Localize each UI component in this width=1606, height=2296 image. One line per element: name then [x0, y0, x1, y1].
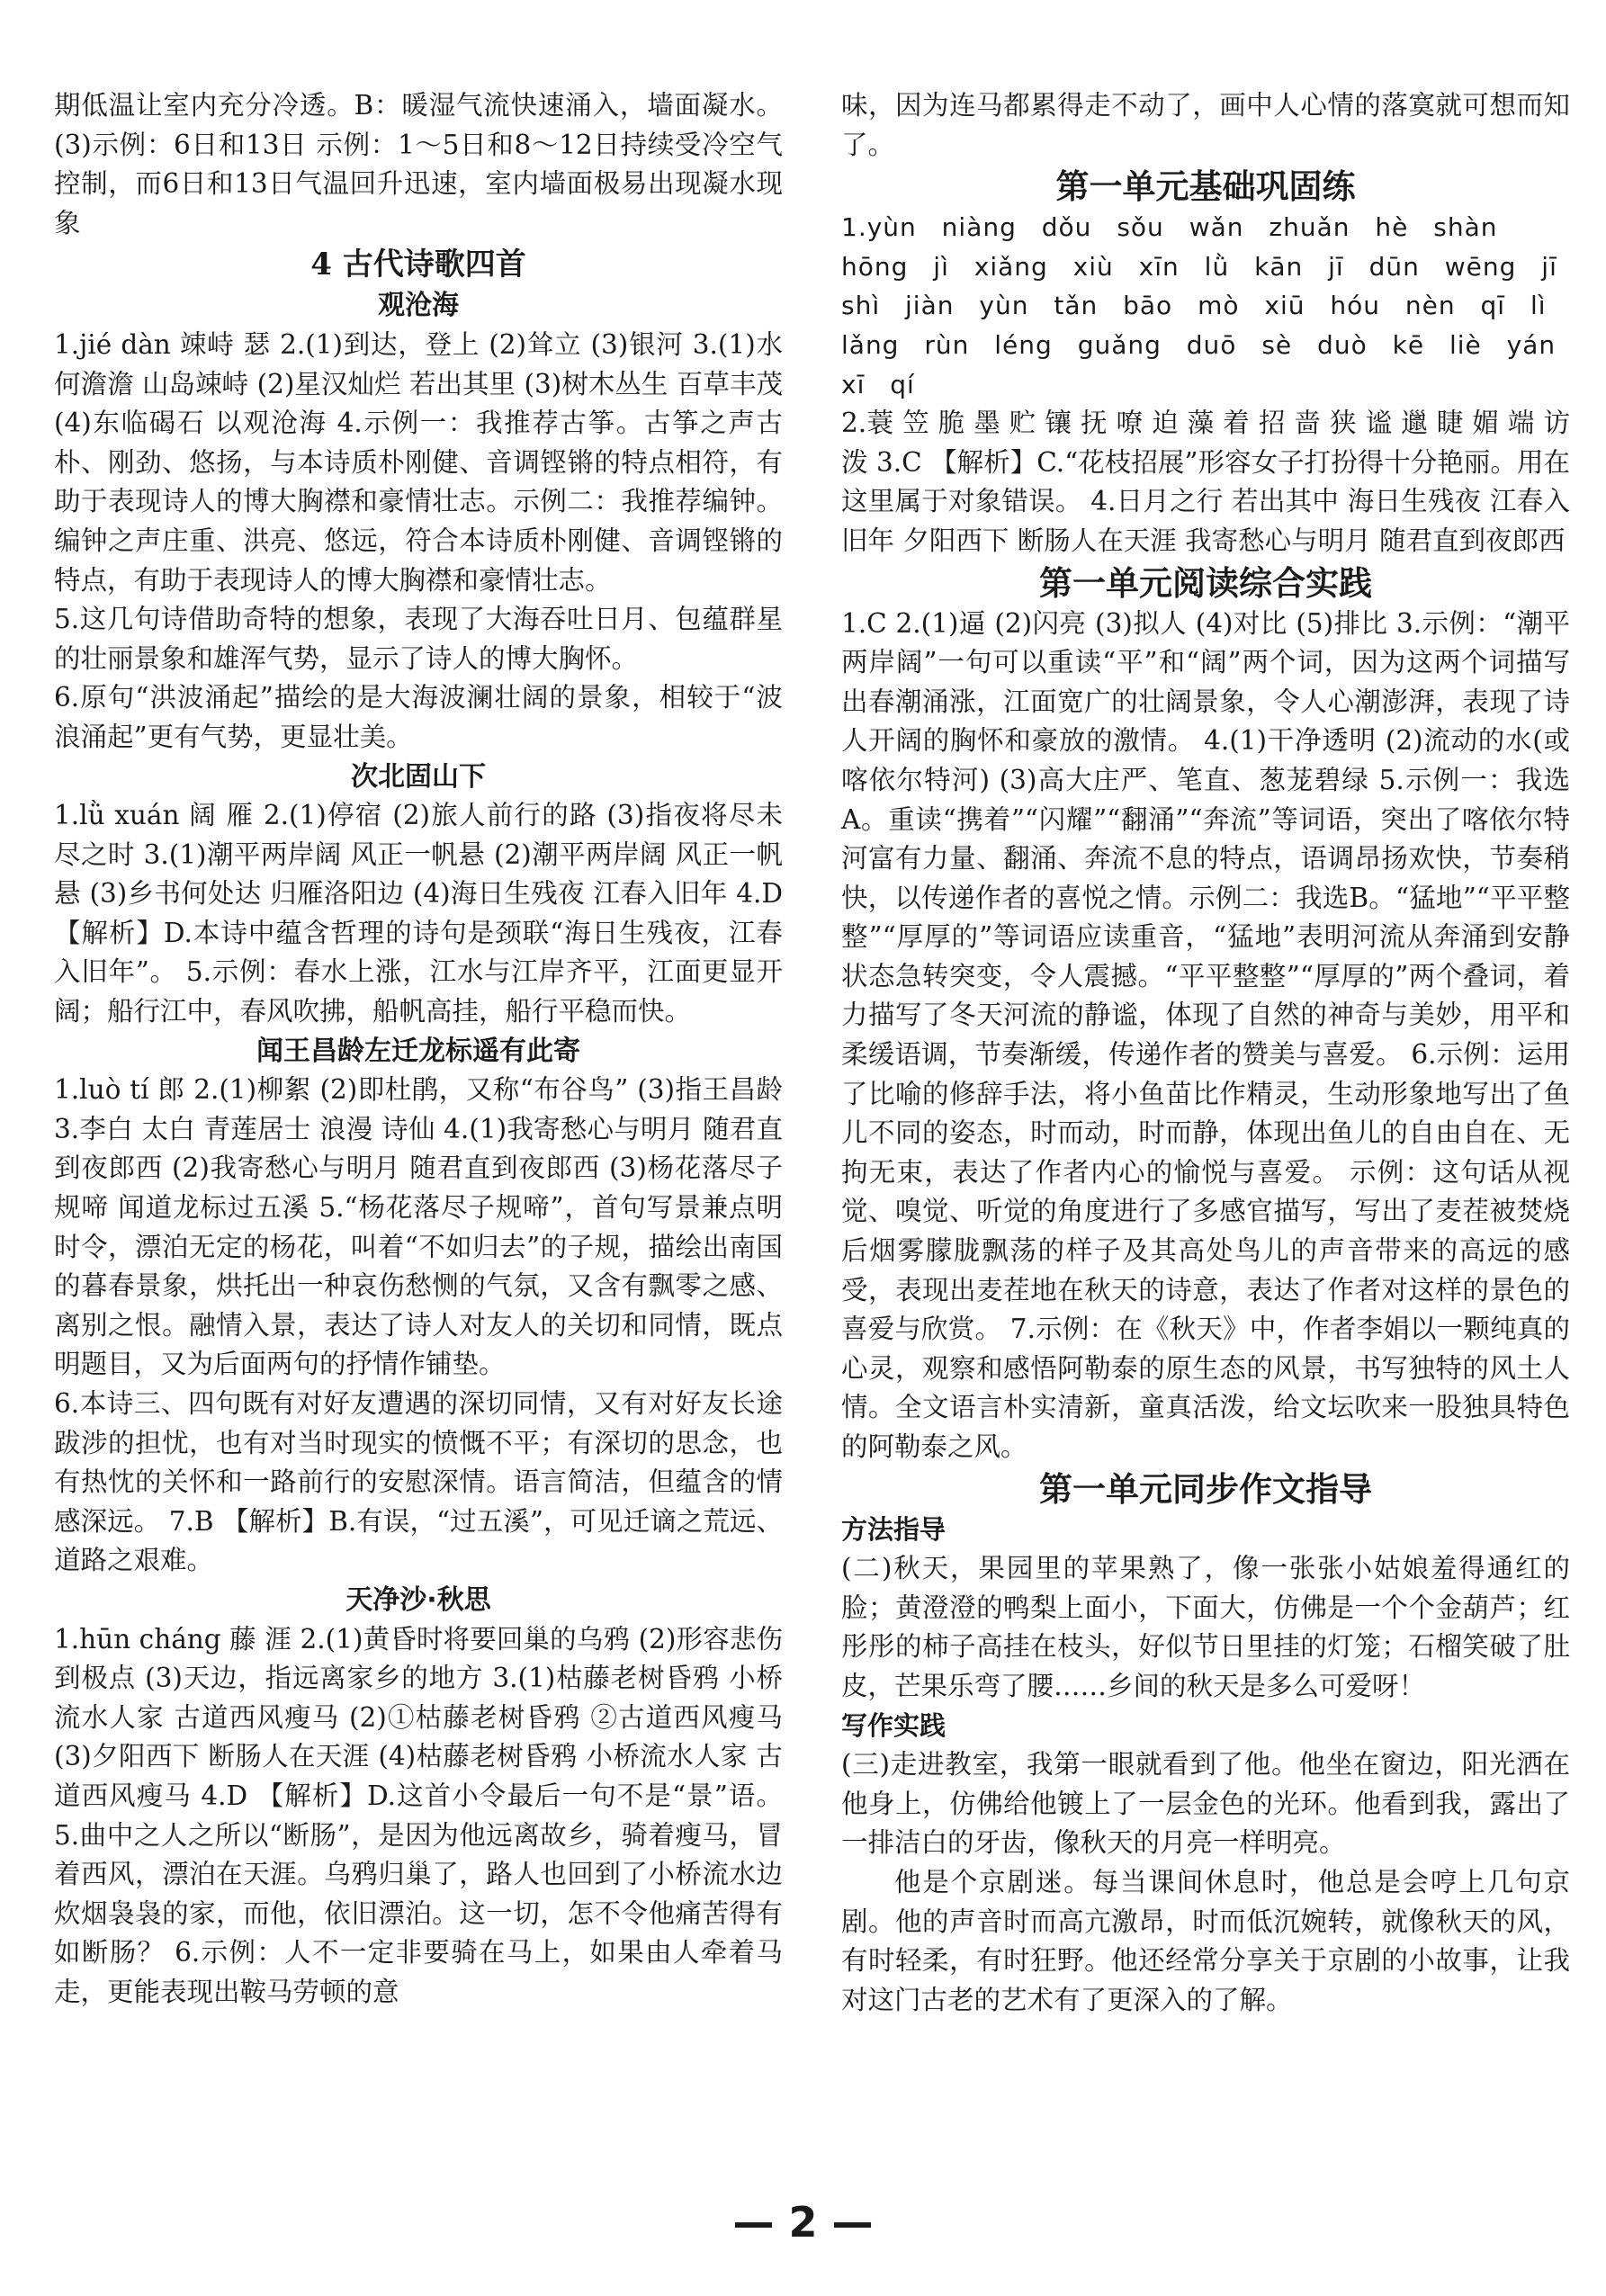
poem-title: 天净沙·秋思 [345, 1583, 491, 1616]
paragraph: 1.jié dàn 竦峙 瑟 2.(1)到达，登上 (2)耸立 (3)银河 3.(1)水何澹澹 山岛竦峙 (2)星汉灿烂 若出其里 (3)树木丛生 百草丰茂 (4)东临碣石 以观沧海 4.示例一：我推荐古筝。古筝之声古朴、刚劲、悠扬，与本诗质朴刚健、音调铿锵的特点相符，有助于表现诗人的博大胸襟和豪情壮志。示例二：我推荐编钟。编钟之声庄重、洪亮、悠远，符合本诗质朴刚健、音调铿锵的特点，有助于表现诗人的博大胸襟和豪情壮志。 [54, 328, 783, 596]
unit-title: 第一单元同步作文指导 [1039, 1468, 1372, 1509]
right-column [841, 86, 1570, 2020]
unit-title: 第一单元阅读综合实践 [1039, 562, 1372, 603]
paragraph: 1.C 2.(1)逼 (2)闪亮 (3)拟人 (4)对比 (5)排比 3.示例：“潮平两岸阔”一句可以重读“平”和“阔”两个词，因为这两个词描写出春潮涌涨，江面宽广的壮阔景象，令人心潮澎湃，表现了诗人开阔的胸怀和豪放的激情。 4.(1)干净透明 (2)流动的水(或喀依尔特河) (3)高大庄严、笔直、葱茏碧绿 5.示例一：我选A。重读“携着”“闪耀”“翻涌”“奔流”等词语，突出了喀依尔特河富有力量、翻涌、奔流不息的特点，语调昂扬欢快，节奏稍快，以传递作者的喜悦之情。示例二：我选B。“猛地”“平平整整”“厚厚的”等词语应读重音，“猛地”表明河流从奔涌到安静状态急转突变，令人震撼。“平平整整”“厚厚的”两个叠词，着力描写了冬天河流的静谧，体现了自然的神奇与美妙，用平和柔缓语调，节奏渐缓，传递作者的赞美与喜爱。 6.示例：运用了比喻的修辞手法，将小鱼苗比作精灵，生动形象地写出了鱼儿不同的姿态，时而动，时而静，体现出鱼儿的自由自在、无拘无束，表达了作者内心的愉悦与喜爱。 示例：这句话从视觉、嗅觉、听觉的角度进行了多感官描写，写出了麦茬被焚烧后烟雾朦胧飘荡的样子及其高处鸟儿的声音带来的高远的感受，表现出麦茬地在秋天的诗意，表达了作者对这样的景色的喜爱与欣赏。 7.示例：在《秋天》中，作者李娟以一颗纯真的心灵，观察和感悟阿勒泰的原生态的风景，书写独特的风土人情。全文语言朴实清新，童真活泼，给文坛吹来一股独具特色的阿勒泰之风。 [841, 607, 1570, 1462]
paragraph: 1.lǜ xuán 阔 雁 2.(1)停宿 (2)旅人前行的路 (3)指夜将尽未尽之时 3.(1)潮平两岸阔 风正一帆悬 (2)潮平两岸阔 风正一帆悬 (3)乡书何处达 归雁洛阳边 (4)海日生残夜 江春入旧年 4.D 【解析】D.本诗中蕴含哲理的诗句是颈联“海日生残夜，江春入旧年”。 5.示例：春水上涨，江水与江岸齐平，江面更显开阔；船行江中，春风吹拂，船帆高挂，船行平稳而快。 [54, 800, 783, 1027]
paragraph: 1.luò tí 郎 2.(1)柳絮 (2)即杜鹃，又称“布谷鸟” (3)指王昌龄 3.李白 太白 青莲居士 浪漫 诗仙 4.(1)我寄愁心与明月 随君直到夜郎西 (2)我寄愁心与明月 随君直到夜郎西 (3)杨花落尽子规啼 闻道龙标过五溪 5.“杨花落尽子规啼”，首句写景兼点明时令，漂泊无定的杨花，叫着“不如归去”的子规，描绘出南国的暮春景象，烘托出一种哀伤愁恻的气氛，又含有飘零之感、离别之恨。融情入景，表达了诗人对友人的关切和同情，既点明题目，又为后面两句的抒情作铺垫。 [54, 1074, 783, 1380]
paragraph: 2.蓑 笠 脆 墨 贮 镶 抚 嘹 迫 藻 着 招 啬 狭 谧 邋 睫 媚 端 访 泼 3.C 【解析】C.“花枝招展”形容女子打扮得十分艳丽。用在这里属于对象错误。 4.日月之行 若出其中 海日生残夜 江春入旧年 夕阳西下 断肠人在天涯 我寄愁心与明月 随君直到夜郎西 [841, 408, 1570, 556]
section-heading: 方法指导 [841, 1513, 947, 1545]
section-heading: 写作实践 [841, 1709, 947, 1741]
paragraph: 6.本诗三、四句既有对好友遭遇的深切同情，又有对好友长途跋涉的担忧，也有对当时现实的愤慨不平；有深切的思念，也有热忱的关怀和一路前行的安慰深情。语言简洁，但蕴含的情感深远。 7.B 【解析】B.有误，“过五溪”，可见迁谪之荒远、道路之艰难。 [54, 1388, 783, 1576]
poem-title: 次北固山下 [351, 760, 486, 793]
pinyin-answers: 1.yùn niàng dǒu sǒu wǎn zhuǎn hè shàn hōng jì xiǎng xiù xīn lǜ kān jī dūn wēng jī shì jiàn yùn tǎn bāo mò xiū hóu nèn qī lì lǎng rùn léng guǎng duō sè duò kē liè yán xī qí [841, 212, 1557, 399]
paragraph: 期低温让室内充分冷透。B：暖湿气流快速涌入，墙面凝水。 (3)示例：6日和13日 示例：1～5日和8～12日持续受冷空气控制，而6日和13日气温回升迅速，室内墙面极易出现凝水现象 [54, 90, 783, 238]
unit-title: 第一单元基础巩固练 [1055, 166, 1356, 207]
page-number: — 2 — [732, 2198, 874, 2247]
lesson-title: 4 古代诗歌四首 [310, 247, 526, 283]
poem-title: 闻王昌龄左迁龙标遥有此寄 [256, 1035, 580, 1067]
paragraph: 1.hūn cháng 藤 涯 2.(1)黄昏时将要回巢的乌鸦 (2)形容悲伤到极点 (3)天边，指远离家乡的地方 3.(1)枯藤老树昏鸦 小桥流水人家 古道西风瘦马 (2)①枯藤老树昏鸦 ②古道西风瘦马 (3)夕阳西下 断肠人在天涯 (4)枯藤老树昏鸦 小桥流水人家 古道西风瘦马 4.D 【解析】D.这首小令最后一句不是“景”语。 5.曲中之人之所以“断肠”，是因为他远离故乡，骑着瘦马，冒着西风，漂泊在天涯。乌鸦归巢了，路人也回到了小桥流水边炊烟袅袅的家，而他，依旧漂泊。这一切，怎不令他痛苦得有如断肠？ 6.示例：人不一定非要骑在马上，如果由人牵着马走，更能表现出鞍马劳顿的意 [54, 1623, 783, 2007]
paragraph: 5.这几句诗借助奇特的想象，表现了大海吞吐日月、包蕴群星的壮丽景象和雄浑气势，显示了诗人的博大胸怀。 [54, 604, 783, 674]
indented-paragraph: 他是个京剧迷。每当课间休息时，他总是会哼上几句京剧。他的声音时而高亢激昂，时而低沉婉转，就像秋天的风，有时轻柔，有时狂野。他还经常分享关于京剧的小故事，让我对这门古老的艺术有了更深入的了解。 [841, 1866, 1570, 2015]
paragraph: 6.原句“洪波涌起”描绘的是大海波澜壮阔的景象，相较于“波浪涌起”更有气势，更显壮美。 [54, 682, 783, 752]
paragraph: (三)走进教室，我第一眼就看到了他。他坐在窗边，阳光洒在他身上，仿佛给他镀上了一层金色的光环。他看到我，露出了一排洁白的牙齿，像秋天的月亮一样明亮。 [841, 1749, 1570, 1859]
paragraph: 味，因为连马都累得走不动了，画中人心情的落寞就可想而知了。 [841, 90, 1570, 160]
poem-title: 观沧海 [378, 290, 459, 322]
left-column [54, 86, 783, 2013]
paragraph: (二)秋天，果园里的苹果熟了，像一张张小姑娘羞得通红的脸；黄澄澄的鸭梨上面小，下面大，仿佛是一个个金葫芦；红彤彤的柿子高挂在枝头，好似节日里挂的灯笼；石榴笑破了肚皮，芒果乐弯了腰……乡间的秋天是多么可爱呀！ [841, 1553, 1570, 1701]
